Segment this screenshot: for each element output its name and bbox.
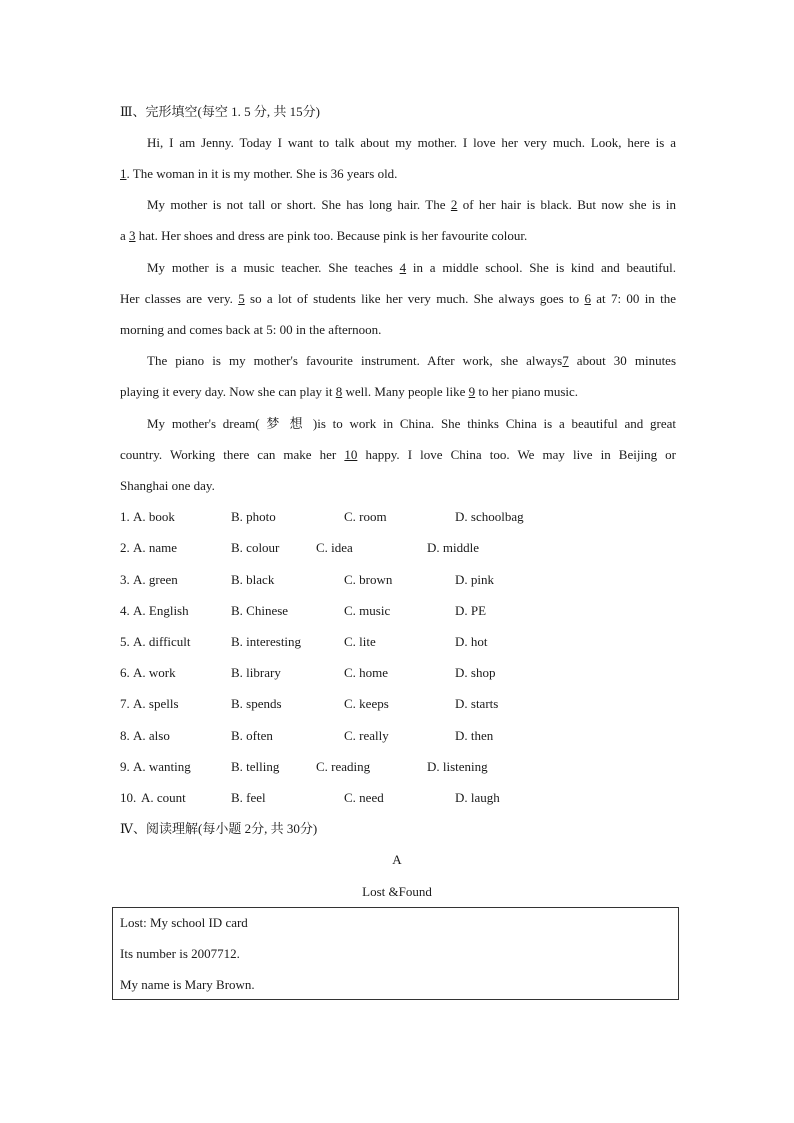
- option-a: A. work: [133, 665, 176, 680]
- blank-3: 3: [129, 228, 136, 243]
- option-d: D. middle: [427, 540, 479, 555]
- notice-title: Lost &Found: [362, 884, 432, 899]
- option-a: A. English: [133, 603, 189, 618]
- option-a: A. book: [133, 509, 175, 524]
- question-number: 3.: [120, 572, 130, 587]
- passage-line: a 3 hat. Her shoes and dress are pink too. Because pink is her favourite colour.: [120, 228, 528, 243]
- option-a: A. difficult: [133, 634, 191, 649]
- option-c: C. brown: [344, 572, 393, 587]
- blank-10: 10: [344, 447, 358, 462]
- notice-line: Its number is 2007712.: [120, 946, 240, 961]
- passage-line: Hi, I am Jenny. Today I want to talk about my mother. I love her very much. Look, here is a: [147, 135, 676, 150]
- question-number: 6.: [120, 665, 130, 680]
- option-c: C. keeps: [344, 696, 389, 711]
- passage-line: The piano is my mother's favourite instrument. After work, she always7 about 30 minutes: [147, 353, 677, 368]
- option-d: D. hot: [455, 634, 488, 649]
- option-d: D. PE: [455, 603, 487, 618]
- notice-line: My name is Mary Brown.: [120, 977, 255, 992]
- lost-found-notice-box: [112, 907, 679, 1000]
- option-c: C. really: [344, 728, 389, 743]
- option-a: A. also: [133, 728, 170, 743]
- blank-9: 9: [468, 384, 476, 399]
- question-number: 8.: [120, 728, 130, 743]
- option-b: B. interesting: [231, 634, 302, 649]
- passage-line: My mother is not tall or short. She has long hair. The 2 of her hair is black. But now she is in: [147, 197, 676, 212]
- blank-4: 4: [399, 260, 407, 275]
- passage-line: Her classes are very. 5 so a lot of students like her very much. She always goes to 6 at 7: 00 in the: [120, 291, 676, 306]
- option-d: D. then: [455, 728, 494, 743]
- option-a: A. green: [133, 572, 178, 587]
- option-c: C. music: [344, 603, 391, 618]
- question-number: 1.: [120, 509, 130, 524]
- option-a: A. spells: [133, 696, 179, 711]
- section-3-heading: Ⅲ、完形填空(每空 1. 5 分, 共 15分): [120, 104, 320, 119]
- option-c: C. home: [344, 665, 389, 680]
- option-d: D. shop: [455, 665, 496, 680]
- option-c: C. idea: [316, 540, 353, 555]
- part-label: A: [392, 852, 402, 867]
- passage-line: My mother's dream( 梦 想 )is to work in China. She thinks China is a beautiful and great: [147, 416, 676, 431]
- passage-line: 1. The woman in it is my mother. She is 36 years old.: [120, 166, 398, 181]
- question-number: 5.: [120, 634, 130, 649]
- blank-1: 1: [120, 166, 127, 181]
- option-d: D. pink: [455, 572, 494, 587]
- option-b: B. black: [231, 572, 275, 587]
- option-b: B. colour: [231, 540, 280, 555]
- notice-line: Lost: My school ID card: [120, 915, 248, 930]
- question-number: 4.: [120, 603, 130, 618]
- question-number: 10.: [120, 790, 137, 805]
- question-number: 9.: [120, 759, 130, 774]
- option-d: D. starts: [455, 696, 499, 711]
- passage-line: playing it every day. Now she can play it 8 well. Many people like 9 to her piano music.: [120, 384, 579, 399]
- option-b: B. often: [231, 728, 273, 743]
- section-4-heading: Ⅳ、阅读理解(每小题 2分, 共 30分): [120, 821, 318, 836]
- option-b: B. telling: [231, 759, 280, 774]
- blank-2: 2: [450, 197, 458, 212]
- option-b: B. spends: [231, 696, 282, 711]
- passage-line: morning and comes back at 5: 00 in the afternoon.: [120, 322, 382, 337]
- passage-line: country. Working there can make her 10 happy. I love China too. We may live in Beijing or: [120, 447, 676, 462]
- blank-7: 7: [562, 353, 569, 368]
- blank-5: 5: [238, 291, 245, 306]
- option-c: C. need: [344, 790, 384, 805]
- option-a: A. wanting: [133, 759, 191, 774]
- option-c: C. reading: [316, 759, 371, 774]
- question-number: 7.: [120, 696, 130, 711]
- option-c: C. room: [344, 509, 387, 524]
- passage-line: My mother is a music teacher. She teaches 4 in a middle school. She is kind and beautiful.: [147, 260, 676, 275]
- option-b: B. feel: [231, 790, 266, 805]
- option-d: D. listening: [427, 759, 488, 774]
- option-d: D. laugh: [455, 790, 500, 805]
- option-a: A. name: [133, 540, 178, 555]
- option-b: B. photo: [231, 509, 276, 524]
- option-b: B. library: [231, 665, 281, 680]
- option-c: C. lite: [344, 634, 376, 649]
- question-number: 2.: [120, 540, 130, 555]
- passage-line: Shanghai one day.: [120, 478, 215, 493]
- option-d: D. schoolbag: [455, 509, 524, 524]
- blank-8: 8: [335, 384, 343, 399]
- option-b: B. Chinese: [231, 603, 289, 618]
- option-a: A. count: [141, 790, 186, 805]
- blank-6: 6: [584, 291, 591, 306]
